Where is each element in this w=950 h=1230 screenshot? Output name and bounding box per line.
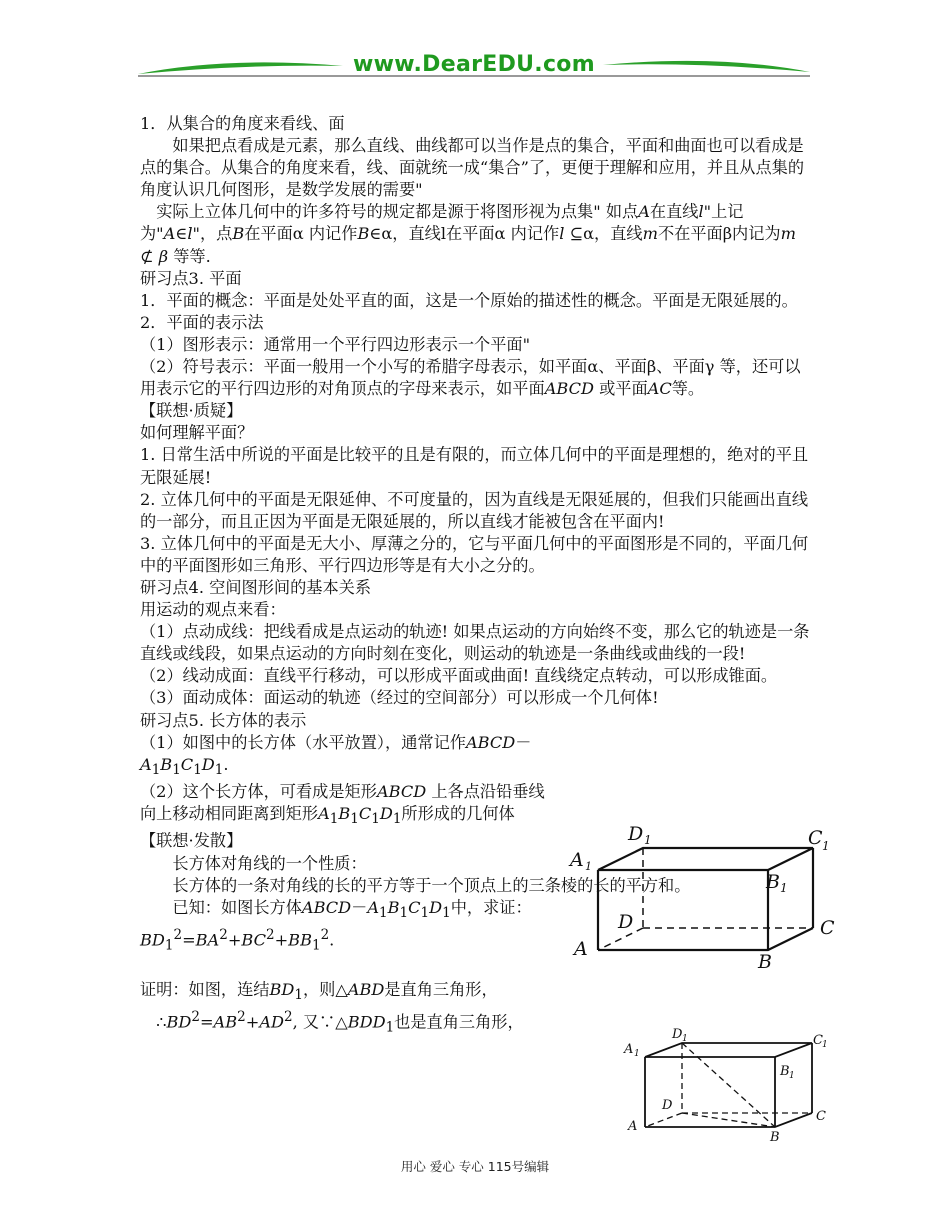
site-logo-text: www.DearEDU.com <box>353 52 595 77</box>
section-5-heading: 研习点5. 长方体的表示 <box>140 710 307 730</box>
equation-to-prove: $BD_1^2=BA^2+BC^2+BB_1^2$. <box>140 927 335 954</box>
label2-b: B <box>770 1130 780 1145</box>
point-to-line: （1）点动成线：把线看成是点运动的轨迹! 如果点运动的方向始终不变，那么它的轨迹是一条直线或线段，如果点运动的方向时刻在变化，则运动的轨迹是一条曲线或曲线的一段! <box>140 622 810 664</box>
svg-text:1: 1 <box>789 1071 795 1081</box>
association-question-heading: 【联想·质疑】 <box>140 401 243 421</box>
page-header <box>138 50 810 84</box>
svg-text:1: 1 <box>780 881 788 895</box>
plane-concept: 1．平面的概念：平面是处处平直的面，这是一个原始的描述性的概念。平面是无限延展的。 <box>140 290 798 310</box>
label-c: C <box>820 917 835 939</box>
svg-text:1: 1 <box>682 1034 688 1044</box>
motion-viewpoint: 用运动的观点来看： <box>140 600 286 620</box>
section-1-title: 1．从集合的角度来看线、面 <box>140 114 345 133</box>
section-4-heading: 研习点4. 空间图形间的基本关系 <box>140 577 372 597</box>
paragraph-set-view: 如果把点看成是元素，那么直线、曲线都可以当作是点的集合，平面和曲面也可以看成是点的集合。从集合的角度来看，线、面就统一成“集合”了，更便于理解和应用，并且从点集的角度认识几何图形，是数学发展的需要" <box>140 136 805 200</box>
label2-d: D <box>662 1098 673 1113</box>
label-b: B <box>758 951 772 973</box>
svg-text:1: 1 <box>822 839 830 853</box>
svg-text:1: 1 <box>644 833 652 847</box>
svg-text:1: 1 <box>634 1049 640 1059</box>
answer-3: 3. 立体几何中的平面是无大小、厚薄之分的，它与平面几何中的平面图形是不同的，平面几何中的平面图形如三角形、平行四边形等是有大小之分的。 <box>140 533 809 575</box>
question-understand-plane: 如何理解平面？ <box>140 423 254 443</box>
cuboid-formation: （2）这个长方体，可看成是矩形ABCD 上各点沿铅垂线向上移动相同距离到矩形$A_1B_1C_1D_1$所形成的几何体 <box>140 782 545 828</box>
label-c1: C <box>808 827 823 849</box>
svg-text:1: 1 <box>822 1040 828 1050</box>
label-b1: B <box>766 871 780 893</box>
plane-symbol-representation: （2）符号表示：平面一般用一个小写的希腊字母表示，如平面α、平面β、平面γ 等，还可以用表示它的平行四边形的对角顶点的字母来表示，如平面ABCD 或平面AC等。 <box>140 357 801 399</box>
proof-line-1: 证明：如图，连结$BD_1$，则△ABD是直角三角形， <box>140 979 498 1004</box>
plane-to-solid: （3）面动成体：面运动的轨迹（经过的空间部分）可以形成一个几何体! <box>140 688 659 708</box>
proof-line-2: $\therefore BD^2=AB^2+AD^2$, 又$\because\triangle BDD_1$也是直角三角形， <box>156 1009 524 1036</box>
plane-representation-title: 2．平面的表示法 <box>140 312 264 332</box>
given-statement: 已知：如图长方体$ABCD-A_1B_1C_1D_1$中，求证： <box>172 897 532 921</box>
answer-2: 2. 立体几何中的平面是无限延伸、不可度量的，因为直线是无限延展的，但我们只能画出直线的一部分，而且正因为平面是无限延展的，所以直线才能被包含在平面内! <box>140 489 809 531</box>
cuboid-notation: （1）如图中的长方体（水平放置），通常记作$ABCD-A_1B_1C_1D_1$. <box>140 732 532 778</box>
answer-1: 1. 日常生活中所说的平面是比较平的且是有限的，而立体几何中的平面是理想的，绝对的平且无限延展! <box>140 445 809 487</box>
line-to-plane: （2）线动成面：直线平行移动，可以形成平面或曲面! 直线绕定点转动，可以形成锥面。 <box>140 666 778 686</box>
paragraph-symbols: 实际上立体几何中的许多符号的规定都是源于将图形视为点集" 如点A在直线l"上记为"A∈l"，点B在平面α 内记作B∈α，直线l在平面α 内记作l ⊆α，直线m不在平面β内记为m ⊄ β 等等. <box>140 202 796 266</box>
label-a1: A <box>570 849 584 871</box>
cuboid-diagonal-figure <box>620 1023 835 1148</box>
label-a: A <box>574 938 588 960</box>
section-3-heading: 研习点3. 平面 <box>140 268 242 288</box>
label2-c1: C <box>813 1033 823 1048</box>
diagonal-property-title: 长方体对角线的一个性质： <box>172 853 367 873</box>
cuboid-figure <box>568 822 838 977</box>
cuboid-text-column <box>140 732 555 831</box>
label2-a1: A <box>624 1042 634 1057</box>
label2-b1: B <box>780 1064 790 1079</box>
label2-a: A <box>628 1119 638 1134</box>
svg-text:1: 1 <box>585 860 592 873</box>
diagonal-property-statement: 长方体的一条对角线的长的平方等于一个顶点上的三条棱的长的平方和。 <box>172 875 691 895</box>
association-divergence-heading: 【联想·发散】 <box>140 831 243 851</box>
label-d: D <box>618 911 634 933</box>
label2-c: C <box>816 1109 826 1124</box>
page-footer: 用心 爱心 专心 115号编辑 <box>400 1159 550 1174</box>
label2-d1: D <box>672 1027 683 1042</box>
label-d1: D <box>628 823 644 845</box>
plane-graphic-representation: （1）图形表示：通常用一个平行四边形表示一个平面" <box>140 334 531 354</box>
